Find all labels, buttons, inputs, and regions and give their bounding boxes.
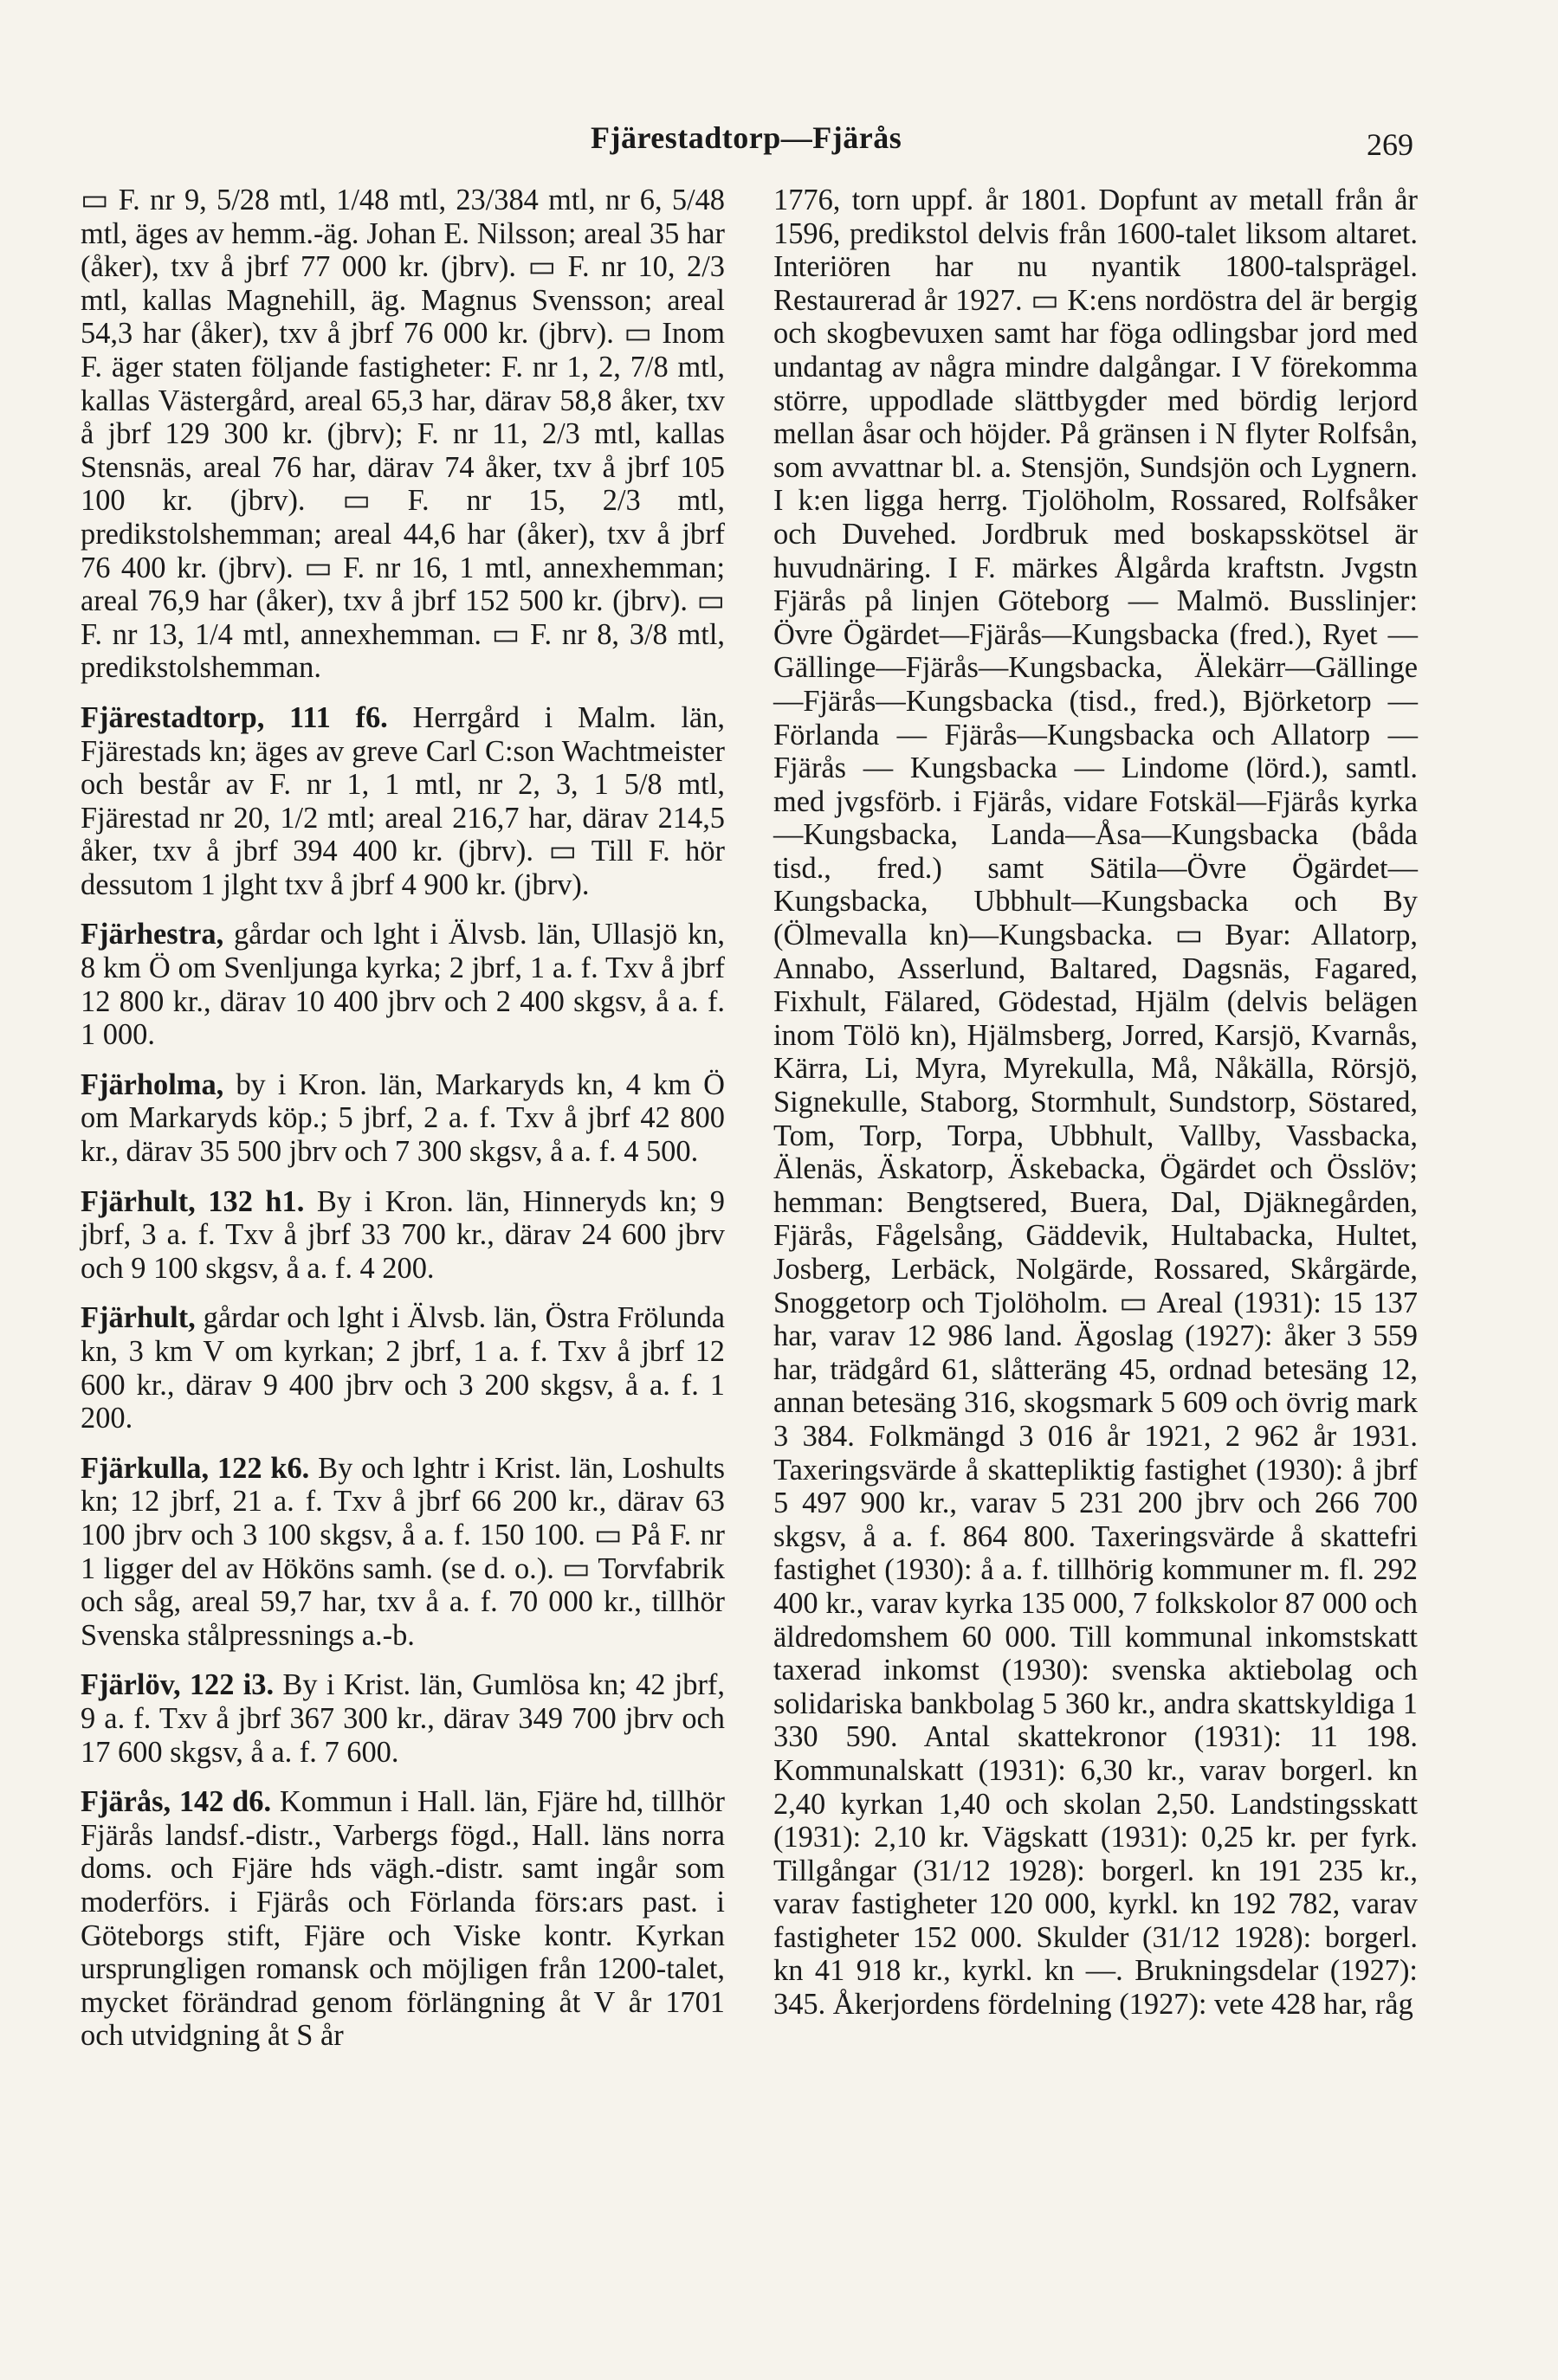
- entry-text: Herrgård i Malm. län, Fjärestads kn; äges av greve Carl C:son Wachtmeister och består av F. nr 1, 1 mtl, nr 2, 3, 1 5/8 mtl, Fjärestad nr 20, 1/2 mtl; areal 216,7 har, därav 214,5 åker, txv å jbrf 394 400 kr. (jbrv). ▭ Till F. hör dessutom 1 jlght txv å jbrf 4 900 kr. (jbrv).: [81, 700, 725, 901]
- entry-headword: Fjärhult, 132 h1.: [81, 1184, 305, 1218]
- entry-fjarestad-continued: [81, 184, 725, 685]
- entry-text: By och lghtr i Krist. län, Loshults kn; 12 jbrf, 21 a. f. Txv å jbrf 66 200 kr., därav 63 100 jbrv och 3 100 skgsv, å a. f. 150 100. ▭ På F. nr 1 ligger del av Hököns samh. (se d. o.). ▭ Torvfabrik och såg, areal 59,7 har, txv å a. f. 70 000 kr., tillhör Svenska stålpressnings a.-b.: [81, 1451, 725, 1652]
- entry-headword: Fjärhestra,: [81, 918, 224, 951]
- entry-headword: Fjärkulla, 122 k6.: [81, 1451, 310, 1485]
- entry-fjarlov: [81, 1668, 725, 1769]
- entry-fjaras-continued: [773, 184, 1418, 2022]
- entry-text: ▭ F. nr 9, 5/28 mtl, 1/48 mtl, 23/384 mtl, nr 6, 5/48 mtl, äges av hemm.-äg. Johan E. Nilsson; areal 35 har (åker), txv å jbrf 77 000 kr. (jbrv). ▭ F. nr 10, 2/3 mtl, kallas Magnehill, äg. Magnus Svensson; areal 54,3 har (åker), txv å jbrf 76 000 kr. (jbrv). ▭ Inom F. äger staten följande fastigheter: F. nr 1, 2, 7/8 mtl, kallas Västergård, areal 65,3 har, därav 58,8 åker, txv å jbrf 129 300 kr. (jbrv); F. nr 11, 2/3 mtl, kallas Stensnäs, areal 76 har, därav 74 åker, txv å jbrf 105 100 kr. (jbrv). ▭ F. nr 15, 2/3 mtl, predikstolshemman; areal 44,6 har (åker), txv å jbrf 76 400 kr. (jbrv). ▭ F. nr 16, 1 mtl, annexhemman; areal 76,9 har (åker), txv å jbrf 152 500 kr. (jbrv). ▭ F. nr 13, 1/4 mtl, annexhemman. ▭ F. nr 8, 3/8 mtl, predikstolshemman.: [81, 184, 725, 685]
- entry-headword: Fjärås, 142 d6.: [81, 1785, 272, 1819]
- entry-headword: Fjärhult,: [81, 1301, 196, 1335]
- entry-fjarhestra: [81, 918, 725, 1051]
- entry-headword: Fjärlöv, 122 i3.: [81, 1668, 275, 1702]
- entry-fjarestadtorp: [81, 701, 725, 902]
- entry-text: by i Kron. län, Markaryds kn, 4 km Ö om Markaryds köp.; 5 jbrf, 2 a. f. Txv å jbrf 42 800 kr., därav 35 500 jbrv och 7 300 skgsv, å a. f. 4 500.: [81, 1067, 725, 1169]
- entry-text: Kommun i Hall. län, Fjäre hd, tillhör Fjärås landsf.-distr., Varbergs fögd., Hall. läns norra doms. och Fjäre hds vägh.-distr. samt ingår som moderförs. i Fjärås och Förlanda förs:ars past. i Göteborgs stift, Fjäre och Viske kontr. Kyrkan ursprungligen romansk och möjligen från 1200-talet, mycket förändrad genom förlängning åt V år 1701 och utvidgning åt S år: [81, 1785, 725, 2053]
- entry-fjarkulla: [81, 1452, 725, 1653]
- entry-headword: Fjärholma,: [81, 1067, 224, 1101]
- entry-fjarhult-kron: [81, 1185, 725, 1286]
- entry-fjaras: [81, 1785, 725, 2053]
- right-column: [773, 184, 1418, 2022]
- entry-text: By i Kron. län, Hinneryds kn; 9 jbrf, 3 a. f. Txv å jbrf 33 700 kr., därav 24 600 jbrv och 9 100 skgsv, å a. f. 4 200.: [81, 1184, 725, 1285]
- left-column: [81, 184, 725, 2053]
- running-head: [0, 119, 1558, 163]
- entry-headword: Fjärestadtorp, 111 f6.: [81, 700, 388, 734]
- entry-fjarholma: [81, 1068, 725, 1169]
- entry-text: gårdar och lght i Älvsb. län, Östra Frölunda kn, 3 km V om kyrkan; 2 jbrf, 1 a. f. Txv å jbrf 12 600 kr., därav 9 400 jbrv och 3 200 skgsv, å a. f. 1 200.: [81, 1301, 725, 1435]
- page-number: 269: [1367, 127, 1413, 162]
- entry-text: gårdar och lght i Älvsb. län, Ullasjö kn, 8 km Ö om Svenljunga kyrka; 2 jbrf, 1 a. f. Txv å jbrf 12 800 kr., därav 10 400 jbrv och 2 400 skgsv, å a. f. 1 000.: [81, 918, 725, 1052]
- entry-text: 1776, torn uppf. år 1801. Dopfunt av metall från år 1596, predikstol delvis från 1600-talet liksom altaret. Interiören har nu nyantik 1800-talsprägel. Restaurerad år 1927. ▭ K:ens nordöstra del är bergig och skogbevuxen samt har föga odlingsbar jord med undantag av några mindre dalgångar. I V förekomma större, uppodlade slättbygder med bördig lerjord mellan åsar och höjder. På gränsen i N flyter Rolfsån, som avvattnar bl. a. Stensjön, Sundsjön och Lygnern. I k:en ligga herrg. Tjolöholm, Rossared, Rolfsåker och Duvehed. Jordbruk med boskapsskötsel är huvudnäring. I F. märkes Ålgårda kraftstn. Jvgstn Fjärås på linjen Göteborg — Malmö. Busslinjer: Övre Ögärdet—Fjärås—Kungsbacka (fred.), Ryet —Gällinge—Fjärås—Kungsbacka, Älekärr—Gällinge—Fjärås—Kungsbacka (tisd., fred.), Björketorp — Förlanda — Fjärås—Kungsbacka och Allatorp — Fjärås — Kungsbacka — Lindome (lörd.), samtl. med jvgsförb. i Fjärås, vidare Fotskäl—Fjärås kyrka—Kungsbacka, Landa—Åsa—Kungsbacka (båda tisd., fred.) samt Sätila—Övre Ögärdet—Kungsbacka, Ubbhult—Kungsbacka och By (Ölmevalla kn)—Kungsbacka. ▭ Byar: Allatorp, Annabo, Asserlund, Baltared, Dagsnäs, Fagared, Fixhult, Fälared, Gödestad, Hjälm (delvis belägen inom Tölö kn), Hjälmsberg, Jorred, Karsjö, Kvarnås, Kärra, Li, Myra, Myrekulla, Må, Nåkälla, Rörsjö, Signekulle, Staborg, Stormhult, Sundstorp, Söstared, Tom, Torp, Torpa, Ubbhult, Vallby, Vassbacka, Älenäs, Äskatorp, Äskebacka, Ögärdet och Össlöv; hemman: Bengtsered, Buera, Dal, Djäknegården, Fjärås, Fågelsång, Gäddevik, Hultabacka, Hultet, Josberg, Lerbäck, Nolgärde, Rossared, Skårgärde, Snoggetorp och Tjolöholm. ▭ Areal (1931): 15 137 har, varav 12 986 land. Ägoslag (1927): åker 3 559 har, trädgård 61, slåtteräng 45, ordnad betesäng 12, annan betesäng 316, skogsmark 5 609 och övrig mark 3 384. Folkmängd 3 016 år 1921, 2 962 år 1931. Taxeringsvärde å skattepliktig fastighet (1930): å jbrf 5 497 900 kr., varav 5 231 200 jbrv och 266 700 skgsv, å a. f. 864 800. Taxeringsvärde å skattefri fastighet (1930): å a. f. tillhörig kommuner m. fl. 292 400 kr., varav kyrka 135 000, 7 folkskolor 87 000 och äldredomshem 60 000. Till kommunal inkomstskatt taxerad inkomst (1930): svenska aktiebolag och solidariska bankbolag 5 360 kr., andra skattskyldiga 1 330 590. Antal skattekronor (1931): 11 198. Kommunalskatt (1931): 6,30 kr., varav borgerl. kn 2,40 kyrkan 1,40 och skolan 2,50. Landstingsskatt (1931): 2,10 kr. Vägskatt (1931): 0,25 kr. per fyrk. Tillgångar (31/12 1928): borgerl. kn 191 235 kr., varav fastigheter 120 000, kyrkl. kn 192 782, varav fastigheter 152 000. Skulder (31/12 1928): borgerl. kn 41 918 kr., kyrkl. kn —. Brukningsdelar (1927): 345. Åkerjordens fördelning (1927): vete 428 har, råg: [773, 184, 1418, 2022]
- running-title: Fjärestadtorp—Fjärås: [591, 120, 902, 155]
- entry-text: By i Krist. län, Gumlösa kn; 42 jbrf, 9 a. f. Txv å jbrf 367 300 kr., därav 349 700 jbrv och 17 600 skgsv, å a. f. 7 600.: [81, 1668, 725, 1769]
- entry-fjarhult-alvsb: [81, 1301, 725, 1435]
